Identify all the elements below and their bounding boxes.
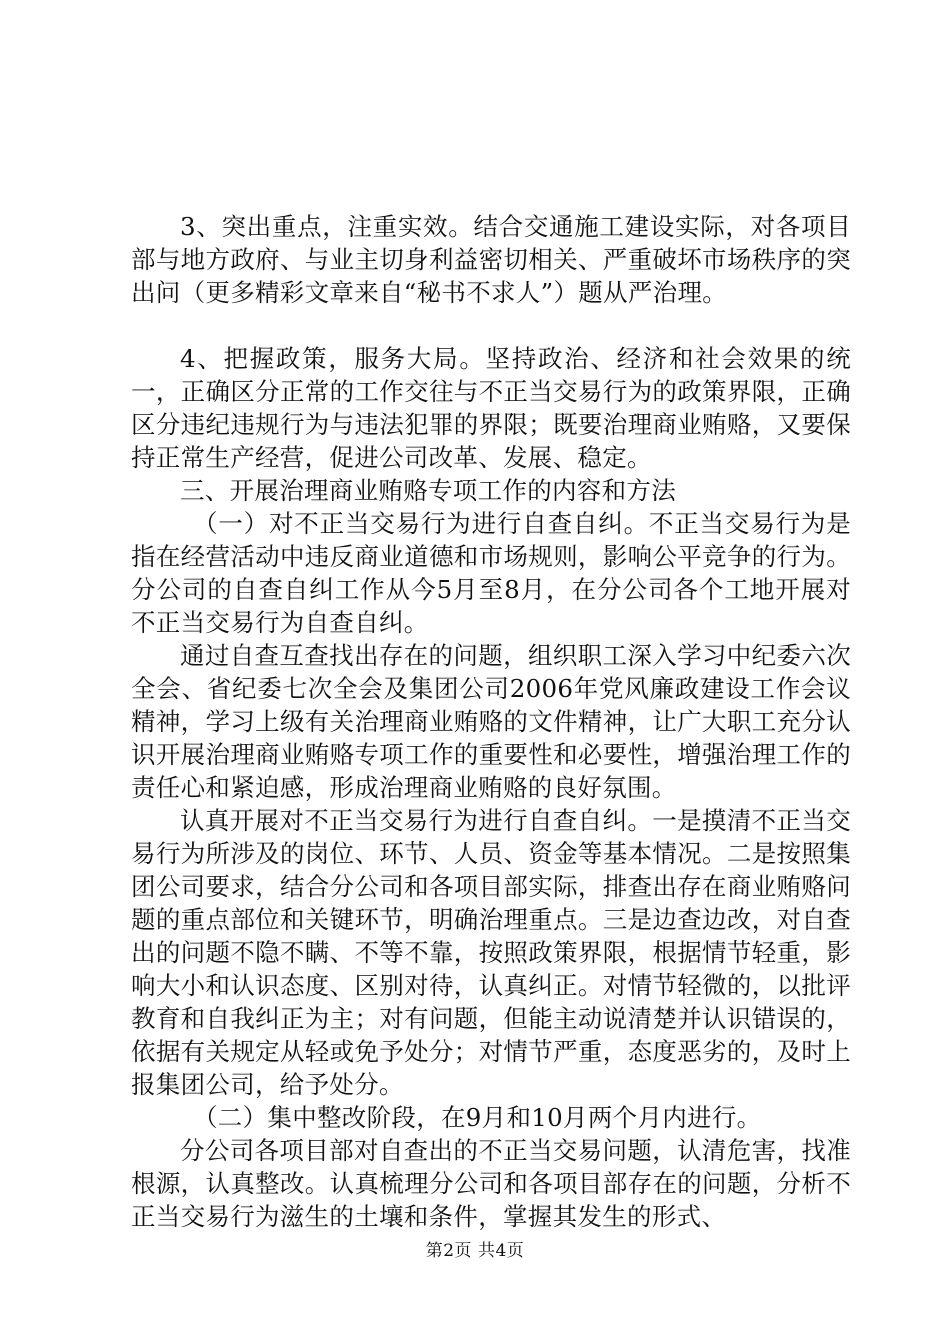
document-body: [131, 210, 851, 1233]
paragraph-self-correction: 认真开展对不正当交易行为进行自查自纠。一是摸清不正当交易行为所涉及的岗位、环节、人员、资金等基本情况。二是按照集团公司要求，结合分公司和各项目部实际，排查出存在商业贿赂问题的重点部位和关键环节，明确治理重点。三是边查边改，对自查出的问题不隐不瞒、不等不靠，按照政策界限，根据情节轻重，影响大小和认识态度、区别对待，认真纠正。对情节轻微的，以批评教育和自我纠正为主；对有问题，但能主动说清楚并认识错误的，依据有关规定从轻或免予处分；对情节严重，态度恶劣的，及时上报集团公司，给予处分。: [131, 806, 851, 1099]
paragraph-rectification: 分公司各项目部对自查出的不正当交易问题，认清危害，找准根源，认真整改。认真梳理分公司和各项目部存在的问题，分析不正当交易行为滋生的土壤和条件，掌握其发生的形式、: [131, 1136, 851, 1231]
section-heading-3: 三、开展治理商业贿赂专项工作的内容和方法: [180, 476, 676, 505]
page-number-footer: 第2页 共4页: [425, 1241, 525, 1261]
paragraph-point-4: 4、把握政策，服务大局。坚持政治、经济和社会效果的统一，正确区分正常的工作交往与不正当交易行为的政策界限，正确区分违纪违规行为与违法犯罪的界限；既要治理商业贿赂，又要保持正常生产经营，促进公司改革、发展、稳定。: [131, 344, 851, 472]
paragraph-self-inspection: 通过自查互查找出存在的问题，组织职工深入学习中纪委六次全会、省纪委七次全会及集团公司2006年党风廉政建设工作会议精神，学习上级有关治理商业贿赂的文件精神，让广大职工充分认识开展治理商业贿赂专项工作的重要性和必要性，增强治理工作的责任心和紧迫感，形成治理商业贿赂的良好氛围。: [131, 641, 851, 802]
paragraph-subsection-1: （一）对不正当交易行为进行自查自纠。不正当交易行为是指在经营活动中违反商业道德和市场规则，影响公平竞争的行为。分公司的自查自纠工作从今5月至8月，在分公司各个工地开展对不正当交易行为自查自纠。: [131, 509, 851, 637]
paragraph-subsection-2: （二）集中整改阶段，在9月和10月两个月内进行。: [193, 1103, 762, 1132]
paragraph-point-3: 3、突出重点，注重实效。结合交通施工建设实际，对各项目部与地方政府、与业主切身利益密切相关、严重破坏市场秩序的突出问（更多精彩文章来自“秘书不求人”）题从严治理。: [131, 212, 851, 307]
